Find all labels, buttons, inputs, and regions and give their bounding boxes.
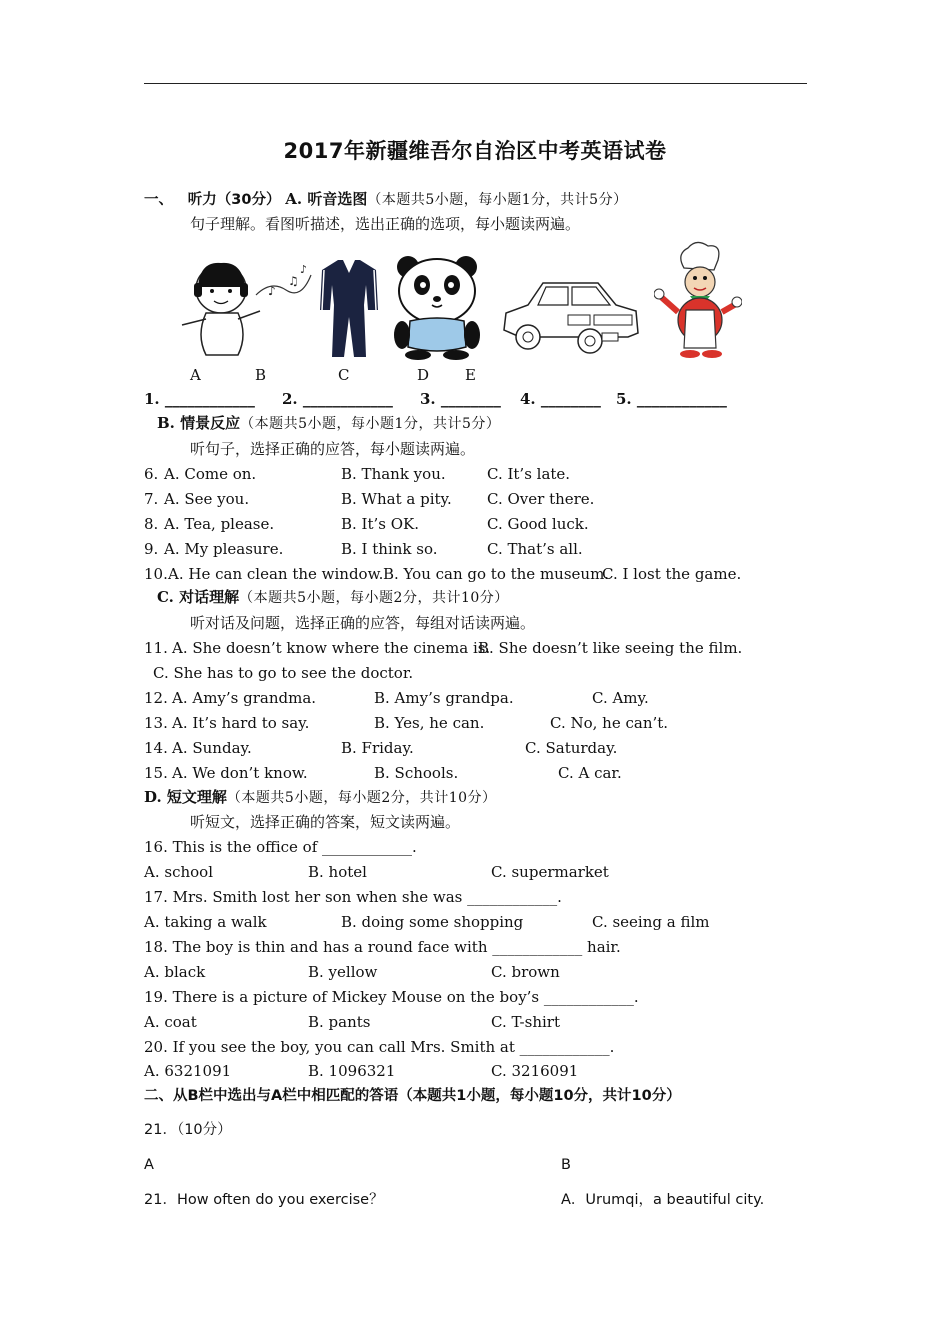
secA-instruction: 句子理解。看图听描述，选出正确的选项，每小题读两遍。 [190, 215, 581, 233]
option-c: C. brown [491, 963, 560, 981]
secC-instruction: 听对话及问题，选择正确的应答，每组对话读两遍。 [190, 614, 536, 632]
answer-blank-5: 5. ____________ [616, 390, 727, 408]
tracksuit-icon [318, 255, 380, 360]
question-num: 8. [144, 515, 159, 533]
option-c: C. A car. [558, 764, 622, 782]
secC-title: C. 对话理解 [157, 588, 240, 606]
question-num: 6. [144, 465, 159, 483]
option-b: B. I think so. [341, 540, 438, 558]
answer-blank-1: 1. ____________ [144, 390, 255, 408]
part1-number: 一、 [144, 192, 173, 208]
header-rule [144, 83, 807, 84]
secB-title: B. 情景反应 [157, 414, 241, 432]
option-b: B. Friday. [341, 739, 414, 757]
question-stem: 19. There is a picture of Mickey Mouse on the boy’s ____________. [144, 988, 639, 1006]
match-item-b: A．Urumqi，a beautiful city. [561, 1192, 765, 1208]
question-num: 15. [144, 764, 168, 782]
option-b: B. doing some shopping [341, 913, 524, 931]
answer-blank-4: 4. ________ [520, 390, 601, 408]
picture-e [654, 238, 742, 360]
svg-text:♫: ♫ [288, 274, 299, 288]
option-c: C. That’s all. [487, 540, 583, 558]
option-c: C. Over there. [487, 490, 595, 508]
option-c: C. seeing a film [592, 913, 710, 931]
question-num: 14. [144, 739, 168, 757]
chef-icon [654, 238, 742, 360]
option-c: C. No, he can’t. [550, 714, 669, 732]
option-c: C. Good luck. [487, 515, 589, 533]
option-a: A. Tea, please. [164, 515, 275, 533]
answer-blank-2: 2. ____________ [282, 390, 393, 408]
option-a: A. Sunday. [172, 739, 252, 757]
question-stem: 18. The boy is thin and has a round face with ____________ hair. [144, 938, 621, 956]
picture-a [176, 255, 316, 365]
part1-heading [144, 190, 628, 209]
option-a: A. Come on. [164, 465, 257, 483]
secD-instruction: 听短文，选择正确的答案，短文读两遍。 [190, 813, 461, 831]
option-a: A. He can clean the window. [168, 565, 384, 583]
question-num: 10. [144, 565, 168, 583]
option-a: A. black [144, 963, 206, 981]
secB-note: （本题共5小题，每小题1分，共计5分） [240, 416, 501, 432]
option-c: C. supermarket [491, 863, 609, 881]
column-a-header: A [144, 1157, 154, 1173]
option-a: A. taking a walk [144, 913, 267, 931]
option-c: C. T-shirt [491, 1013, 560, 1031]
secB-heading [157, 414, 500, 433]
option-a: A. See you. [164, 490, 250, 508]
option-b: B. Yes, he can. [374, 714, 485, 732]
question-stem: 17. Mrs. Smith lost her son when she was ____________. [144, 888, 562, 906]
picture-label-b: B [255, 366, 267, 384]
option-a: A. She doesn’t know where the cinema is. [172, 639, 491, 657]
part2-heading: 二、从B栏中选出与A栏中相匹配的答语（本题共1小题，每小题10分，共计10分） [144, 1088, 681, 1104]
secA-note: （本题共5小题，每小题1分，共计5分） [367, 192, 628, 208]
option-a: A. school [144, 863, 213, 881]
option-b: B. 1096321 [308, 1062, 396, 1080]
option-c: C. Amy. [592, 689, 649, 707]
option-a: A. coat [144, 1013, 197, 1031]
svg-text:♪: ♪ [268, 284, 276, 298]
match-item-a: 21．How often do you exercise？ [144, 1192, 384, 1208]
secB-instruction: 听句子，选择正确的应答，每小题读两遍。 [190, 440, 476, 458]
option-c: C. I lost the game. [602, 565, 742, 583]
question-num: 7. [144, 490, 159, 508]
picture-label-a: A [190, 366, 201, 384]
secD-title: D. 短文理解 [144, 788, 227, 806]
question-num: 9. [144, 540, 159, 558]
option-b: B. She doesn’t like seeing the film. [478, 639, 743, 657]
secD-note: （本题共5小题，每小题2分，共计10分） [226, 790, 497, 806]
picture-c [392, 255, 482, 360]
girl-headphones-icon [176, 255, 316, 365]
picture-label-c: C [338, 366, 350, 384]
part1-title: 听力（30分） [187, 192, 281, 208]
option-b: B. Thank you. [341, 465, 446, 483]
option-b: B. Schools. [374, 764, 459, 782]
question-stem: 20. If you see the boy, you can call Mrs. Smith at ____________. [144, 1038, 615, 1056]
option-b: B. hotel [308, 863, 367, 881]
panda-icon [392, 255, 482, 360]
car-icon [498, 275, 643, 360]
option-a: A. My pleasure. [164, 540, 284, 558]
option-b: B. yellow [308, 963, 378, 981]
option-a: A. 6321091 [144, 1062, 232, 1080]
answer-blank-3: 3. ________ [420, 390, 501, 408]
question-num: 13. [144, 714, 168, 732]
question-num: 11. [144, 639, 168, 657]
option-b: B. What a pity. [341, 490, 452, 508]
question-21: 21．（10分） [144, 1122, 232, 1138]
option-a: A. It’s hard to say. [172, 714, 310, 732]
option-c: C. It’s late. [487, 465, 571, 483]
secD-heading [144, 788, 497, 807]
picture-b [318, 255, 380, 360]
secC-heading [157, 588, 509, 607]
svg-text:♪: ♪ [300, 263, 308, 276]
picture-label-e: E [465, 366, 476, 384]
secA-title: A. 听音选图 [285, 190, 368, 208]
option-b: B. You can go to the museum. [383, 565, 610, 583]
option-b: B. Amy’s grandpa. [374, 689, 514, 707]
question-num: 12. [144, 689, 168, 707]
option-b: B. It’s OK. [341, 515, 420, 533]
option-c: C. 3216091 [491, 1062, 579, 1080]
column-b-header: B [561, 1157, 571, 1173]
option-a: A. Amy’s grandma. [172, 689, 317, 707]
option-b: B. pants [308, 1013, 371, 1031]
option-c: C. Saturday. [525, 739, 618, 757]
option-a: A. We don’t know. [172, 764, 308, 782]
picture-d [498, 275, 643, 360]
option-c: C. She has to go to see the doctor. [153, 664, 414, 682]
picture-label-d: D [417, 366, 430, 384]
secC-note: （本题共5小题，每小题2分，共计10分） [239, 590, 509, 606]
page-title: 2017年新疆维吾尔自治区中考英语试卷 [283, 139, 667, 163]
question-stem: 16. This is the office of ____________. [144, 838, 417, 856]
